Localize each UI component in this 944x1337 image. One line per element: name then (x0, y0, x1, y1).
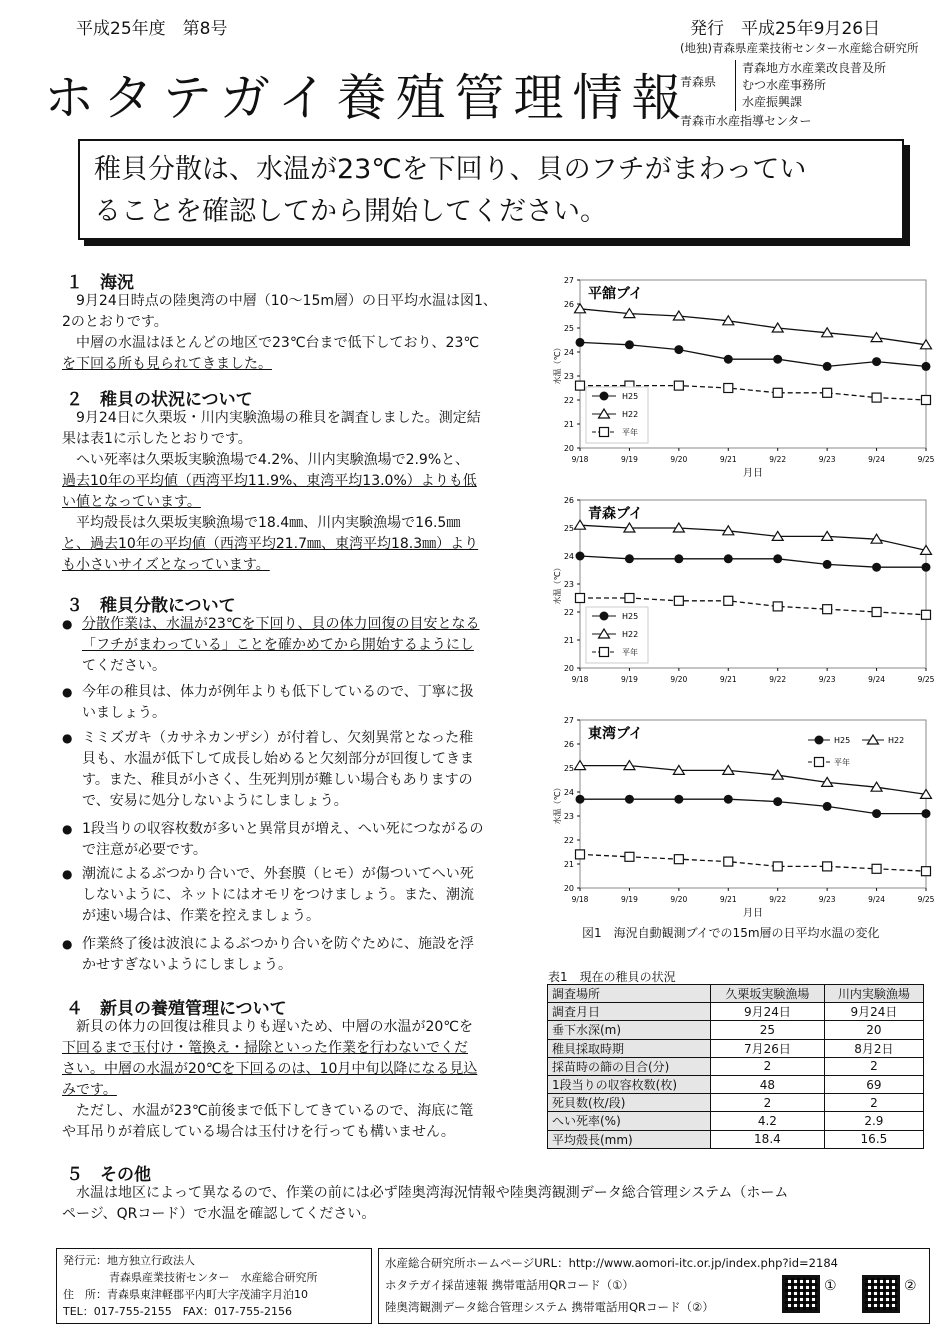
qr-code-icon[interactable] (862, 1275, 900, 1313)
chart-touwan-buoy (548, 710, 938, 925)
y-tick-label: 21 (563, 636, 574, 645)
data-point (773, 862, 782, 871)
legend-label: 平年 (622, 428, 638, 437)
data-point (674, 345, 683, 354)
org-item: 青森地方水産業改良普及所 (742, 61, 887, 75)
footer-line: 陸奥湾観測データ総合管理システム 携帯電話用QRコード（②） (385, 1300, 714, 1314)
section-2-heading: ２ 稚貝の状況について (66, 390, 253, 410)
data-point (823, 560, 832, 569)
text-line: を下回る所も見られてきました。 (62, 356, 272, 372)
bullet-item (62, 864, 532, 927)
x-tick-label: 9/23 (818, 455, 836, 464)
table-cell: 2 (711, 1057, 825, 1075)
text-line: ● ミミズガキ（カサネカンザシ）が付着し、欠刻異常となった稚 (82, 730, 474, 746)
x-tick-label: 9/23 (818, 675, 836, 684)
text-line: しないように、ネットにはオモリをつけましょう。また、潮流 (82, 887, 474, 903)
data-point (576, 381, 585, 390)
y-tick-label: 23 (563, 580, 574, 589)
legend-marker (600, 428, 609, 437)
section-5-body (62, 1183, 922, 1225)
bullet-item (62, 934, 532, 976)
data-point (576, 850, 585, 859)
footer-line: ホタテガイ採苗速報 携帯電話用QRコード（①） (385, 1278, 634, 1292)
text-line: へい死率は久栗坂実験漁場で4.2%、川内実験漁場で2.9%と、 (76, 452, 470, 468)
section-1-body (62, 291, 542, 375)
text-line: 平均殻長は久栗坂実験漁場で18.4㎜、川内実験漁場で16.5㎜ (76, 515, 461, 531)
y-tick-label: 21 (563, 860, 574, 869)
legend-label: H22 (622, 410, 639, 419)
table-row (548, 1003, 924, 1021)
text-line: 中層の水温はほとんどの地区で23℃台まで低下しており、23℃ (76, 335, 480, 351)
y-tick-label: 20 (563, 664, 574, 673)
data-point (922, 362, 931, 371)
text-line: ただし、水温が23℃前後まで低下してきているので、海底に篭 (76, 1103, 474, 1119)
table-cell: 調査月日 (548, 1003, 711, 1021)
table-cell: 調査場所 (548, 985, 711, 1003)
text-line: や耳吊りが着底している場合は玉付けを行っても構いません。 (62, 1124, 455, 1140)
table-cell: へい死率(%) (548, 1112, 711, 1130)
data-point (576, 338, 585, 347)
text-line: い値となっています。 (62, 494, 201, 510)
table-cell: 8月2日 (824, 1039, 923, 1057)
chart-title: 東湾ブイ (588, 726, 643, 742)
x-tick-label: 9/25 (917, 675, 935, 684)
data-point (674, 381, 683, 390)
legend-marker (600, 648, 609, 657)
bullet-item (62, 682, 532, 724)
x-axis-label: 月日 (743, 468, 763, 479)
legend-label: H22 (622, 630, 639, 639)
chart-title: 青森ブイ (588, 506, 643, 522)
legend-box (586, 387, 648, 443)
x-tick-label: 9/19 (621, 675, 638, 684)
text-line: かせすぎないようにしましょう。 (82, 957, 292, 973)
data-point (922, 809, 931, 818)
y-tick-label: 23 (563, 812, 574, 821)
pref-label: 青森県 (680, 75, 717, 89)
text-line: 新貝の体力の回復は稚貝よりも遅いため、中層の水温が20℃を (76, 1019, 473, 1035)
table-row (548, 1130, 924, 1148)
legend-label: H25 (622, 392, 639, 401)
qr-mark: ② (904, 1278, 917, 1294)
x-tick-label: 9/19 (621, 455, 638, 464)
text-line: が速い場合は、作業を控えましょう。 (82, 908, 320, 924)
data-point (872, 809, 881, 818)
data-point (823, 388, 832, 397)
table-caption: 表1 現在の稚貝の状況 (548, 970, 676, 984)
chart-title: 平舘ブイ (588, 286, 643, 302)
text-line: 9月24日に久栗坂・川内実験漁場の稚貝を調査しました。測定結 (76, 410, 481, 426)
y-tick-label: 22 (563, 608, 574, 617)
text-line: ● 潮流によるぶつかり合いで、外套膜（ヒモ）が傷ついてへい死 (82, 866, 474, 882)
text-line: 貝も、水温が低下して成長し始めると欠刻部分が回復してきま (82, 751, 474, 767)
footer-line: 発行元：地方独立行政法人 (63, 1254, 195, 1267)
table-header-row (548, 985, 924, 1003)
org-item: 水産振興課 (742, 95, 803, 109)
key-message-banner (78, 139, 904, 240)
data-point (872, 393, 881, 402)
data-point (674, 855, 683, 864)
text-line: みです。 (62, 1082, 117, 1098)
data-point (823, 802, 832, 811)
text-line: 2のとおりです。 (62, 314, 168, 330)
section-5-heading: ５ その他 (66, 1165, 151, 1185)
data-point (872, 864, 881, 873)
y-tick-label: 26 (563, 300, 574, 309)
y-axis-label: 水温（℃） (553, 563, 562, 605)
x-tick-label: 9/24 (868, 675, 885, 684)
table-row (548, 1039, 924, 1057)
x-tick-label: 9/20 (670, 675, 688, 684)
y-tick-label: 24 (563, 788, 574, 797)
table-cell: 20 (824, 1021, 923, 1039)
table-cell: 7月26日 (711, 1039, 825, 1057)
chart-aomori-buoy (548, 490, 938, 705)
x-tick-label: 9/18 (571, 895, 589, 904)
x-tick-label: 9/20 (670, 455, 688, 464)
page-title: ホタテガイ養殖管理情報 (44, 69, 691, 127)
legend-marker (815, 758, 824, 767)
x-tick-label: 9/22 (769, 675, 787, 684)
table-cell: 2 (824, 1094, 923, 1112)
text-line: 「フチがまわっている」ことを確かめてから開始するようにし (82, 637, 474, 653)
data-point (823, 862, 832, 871)
section-2-body (62, 408, 542, 576)
data-point (724, 384, 733, 393)
bullet-item (62, 614, 532, 677)
table-cell: 69 (824, 1075, 923, 1093)
y-tick-label: 22 (563, 396, 574, 405)
x-tick-label: 9/24 (868, 455, 885, 464)
table-cell: 死貝数(枚/段) (548, 1094, 711, 1112)
data-point (625, 852, 634, 861)
footer-line: TEL：017-755-2155 FAX：017-755-2156 (63, 1305, 293, 1318)
y-tick-label: 21 (563, 420, 574, 429)
x-tick-label: 9/25 (917, 455, 935, 464)
x-tick-label: 9/25 (917, 895, 935, 904)
x-tick-label: 9/23 (818, 895, 836, 904)
status-table (547, 984, 924, 1149)
text-line: 水温は地区によって異なるので、作業の前には必ず陸奥湾海況情報や陸奥湾観測データ総合管理システム（ホーム (76, 1185, 789, 1201)
data-point (625, 340, 634, 349)
y-tick-label: 25 (563, 324, 574, 333)
data-point (724, 355, 733, 364)
org-item: むつ水産事務所 (742, 78, 827, 92)
y-tick-label: 25 (563, 524, 574, 533)
x-tick-label: 9/21 (719, 455, 737, 464)
text-line: す。また、稚貝が小さく、生死判別が難しい場合もありますの (82, 772, 473, 788)
data-point (823, 605, 832, 614)
text-line: ページ、QRコード）で水温を確認してください。 (62, 1206, 376, 1222)
data-point (674, 554, 683, 563)
links-info (378, 1248, 930, 1324)
data-point (724, 857, 733, 866)
x-axis-label: 月日 (743, 908, 763, 919)
data-point (922, 396, 931, 405)
data-point (576, 795, 585, 804)
legend-label: H22 (888, 736, 905, 745)
text-line: で、安易に処分しないようにしましょう。 (82, 793, 348, 809)
data-point (625, 795, 634, 804)
x-tick-label: 9/21 (719, 895, 737, 904)
table-cell: 垂下水深(m) (548, 1021, 711, 1039)
section-1-heading: １ 海況 (66, 273, 134, 293)
legend-box (586, 607, 648, 663)
table-row (548, 1094, 924, 1112)
legend-marker (600, 612, 609, 621)
text-line: 果は表1に示したとおりです。 (62, 431, 252, 447)
section-3-heading: ３ 稚貝分散について (66, 596, 236, 616)
banner-line: ることを確認してから開始してください。 (94, 196, 607, 227)
data-point (576, 594, 585, 603)
y-tick-label: 20 (563, 444, 574, 453)
table-cell: 2 (824, 1057, 923, 1075)
table-cell: 稚貝採取時期 (548, 1039, 711, 1057)
table-cell: 採苗時の篩の目合(分) (548, 1057, 711, 1075)
data-point (773, 797, 782, 806)
data-point (922, 867, 931, 876)
table-cell: 平均殻長(mm) (548, 1130, 711, 1148)
bullet-item (62, 728, 532, 812)
text-line: と、過去10年の平均値（西湾平均21.7㎜、東湾平均18.3㎜）より (62, 536, 479, 552)
footer-line: 住 所：青森県東津軽郡平内町大字茂浦字月泊10 (63, 1288, 308, 1301)
table-cell: 4.2 (711, 1112, 825, 1130)
data-point (674, 596, 683, 605)
y-tick-label: 25 (563, 764, 574, 773)
table-row (548, 1075, 924, 1093)
data-point (773, 388, 782, 397)
y-tick-label: 26 (563, 740, 574, 749)
bullet-item (62, 819, 532, 861)
data-point (872, 608, 881, 617)
data-point (625, 554, 634, 563)
x-tick-label: 9/19 (621, 895, 638, 904)
y-axis-label: 水温（℃） (553, 783, 562, 825)
text-line: さい。中層の水温が20℃を下回るのは、10月中旬以降になる見込 (62, 1061, 478, 1077)
section-4-body (62, 1017, 542, 1143)
data-point (922, 563, 931, 572)
legend-marker (815, 736, 824, 745)
publisher-info (56, 1248, 372, 1324)
data-point (724, 596, 733, 605)
y-axis-label: 水温（℃） (553, 343, 562, 385)
text-line: ● 今年の稚貝は、体力が例年よりも低下しているので、丁寧に扱 (82, 684, 474, 700)
figure-caption: 図1 海況自動観測ブイでの15m層の日平均水温の変化 (582, 926, 880, 940)
text-line: で注意が必要です。 (82, 842, 207, 858)
table-cell: 18.4 (711, 1130, 825, 1148)
table-row (548, 1021, 924, 1039)
y-tick-label: 27 (563, 716, 574, 725)
x-tick-label: 9/22 (769, 455, 787, 464)
y-tick-label: 24 (563, 552, 574, 561)
table-cell: 25 (711, 1021, 825, 1039)
table-cell: 9月24日 (824, 1003, 923, 1021)
qr-mark: ① (824, 1278, 837, 1294)
data-point (773, 602, 782, 611)
y-tick-label: 20 (563, 884, 574, 893)
data-point (872, 357, 881, 366)
data-point (922, 610, 931, 619)
legend-marker (600, 392, 609, 401)
x-tick-label: 9/24 (868, 895, 885, 904)
data-point (576, 552, 585, 561)
legend-label: H25 (622, 612, 639, 621)
text-line: いましょう。 (82, 705, 166, 721)
table-row (548, 1112, 924, 1130)
x-tick-label: 9/22 (769, 895, 787, 904)
text-line: てください。 (82, 658, 166, 674)
chart-hiradate-buoy (548, 270, 938, 485)
data-point (724, 795, 733, 804)
table-cell: 川内実験漁場 (824, 985, 923, 1003)
legend-label: 平年 (834, 758, 850, 767)
text-line: ● 1段当りの収容枚数が多いと異常貝が増え、へい死につながるの (82, 821, 484, 837)
issue-number: 平成25年度 第8号 (76, 19, 228, 39)
table-cell: 16.5 (824, 1130, 923, 1148)
table-cell: 久栗坂実験漁場 (711, 985, 825, 1003)
legend-label: H25 (834, 736, 851, 745)
data-point (773, 554, 782, 563)
section-4-heading: ４ 新貝の養殖管理について (66, 999, 287, 1019)
y-tick-label: 22 (563, 836, 574, 845)
text-line: 下回るまで玉付け・篭換え・掃除といった作業を行わないでくだ (62, 1040, 468, 1056)
org-top: (地独)青森県産業技術センター水産総合研究所 (680, 41, 919, 55)
table-cell: 2 (711, 1094, 825, 1112)
text-line: 9月24日時点の陸奥湾の中層（10～15m層）の日平均水温は図1、 (76, 293, 497, 309)
x-tick-label: 9/18 (571, 455, 589, 464)
issue-date: 発行 平成25年9月26日 (690, 19, 881, 39)
table-cell: 2.9 (824, 1112, 923, 1130)
org-list (735, 60, 886, 111)
data-point (773, 355, 782, 364)
table-cell: 9月24日 (711, 1003, 825, 1021)
data-point (724, 554, 733, 563)
text-line: ● 作業終了後は波浪によるぶつかり合いを防ぐために、施設を浮 (82, 936, 474, 952)
y-tick-label: 27 (563, 276, 574, 285)
x-tick-label: 9/20 (670, 895, 688, 904)
x-tick-label: 9/21 (719, 675, 737, 684)
table-row (548, 1057, 924, 1075)
qr-code-icon[interactable] (782, 1275, 820, 1313)
data-point (674, 795, 683, 804)
x-tick-label: 9/18 (571, 675, 589, 684)
footer-line: 青森県産業技術センター 水産総合研究所 (109, 1271, 318, 1284)
data-point (872, 563, 881, 572)
org-bottom: 青森市水産指導センター (680, 114, 812, 128)
y-tick-label: 26 (563, 496, 574, 505)
text-line: 過去10年の平均値（西湾平均11.9%、東湾平均13.0%）よりも低 (62, 473, 477, 489)
plot-area (580, 720, 926, 888)
text-line: ● 分散作業は、水温が23℃を下回り、貝の体力回復の目安となる (82, 616, 480, 632)
table-cell: 1段当りの収容枚数(枚) (548, 1075, 711, 1093)
data-point (625, 594, 634, 603)
y-tick-label: 24 (563, 348, 574, 357)
legend-label: 平年 (622, 648, 638, 657)
y-tick-label: 23 (563, 372, 574, 381)
text-line: も小さいサイズとなっています。 (62, 557, 270, 573)
data-point (823, 362, 832, 371)
homepage-url[interactable]: 水産総合研究所ホームページURL：http://www.aomori-itc.or.jp/index.php?id=2184 (385, 1256, 838, 1270)
banner-line: 稚貝分散は、水温が23℃を下回り、貝のフチがまわってい (94, 154, 807, 185)
table-cell: 48 (711, 1075, 825, 1093)
